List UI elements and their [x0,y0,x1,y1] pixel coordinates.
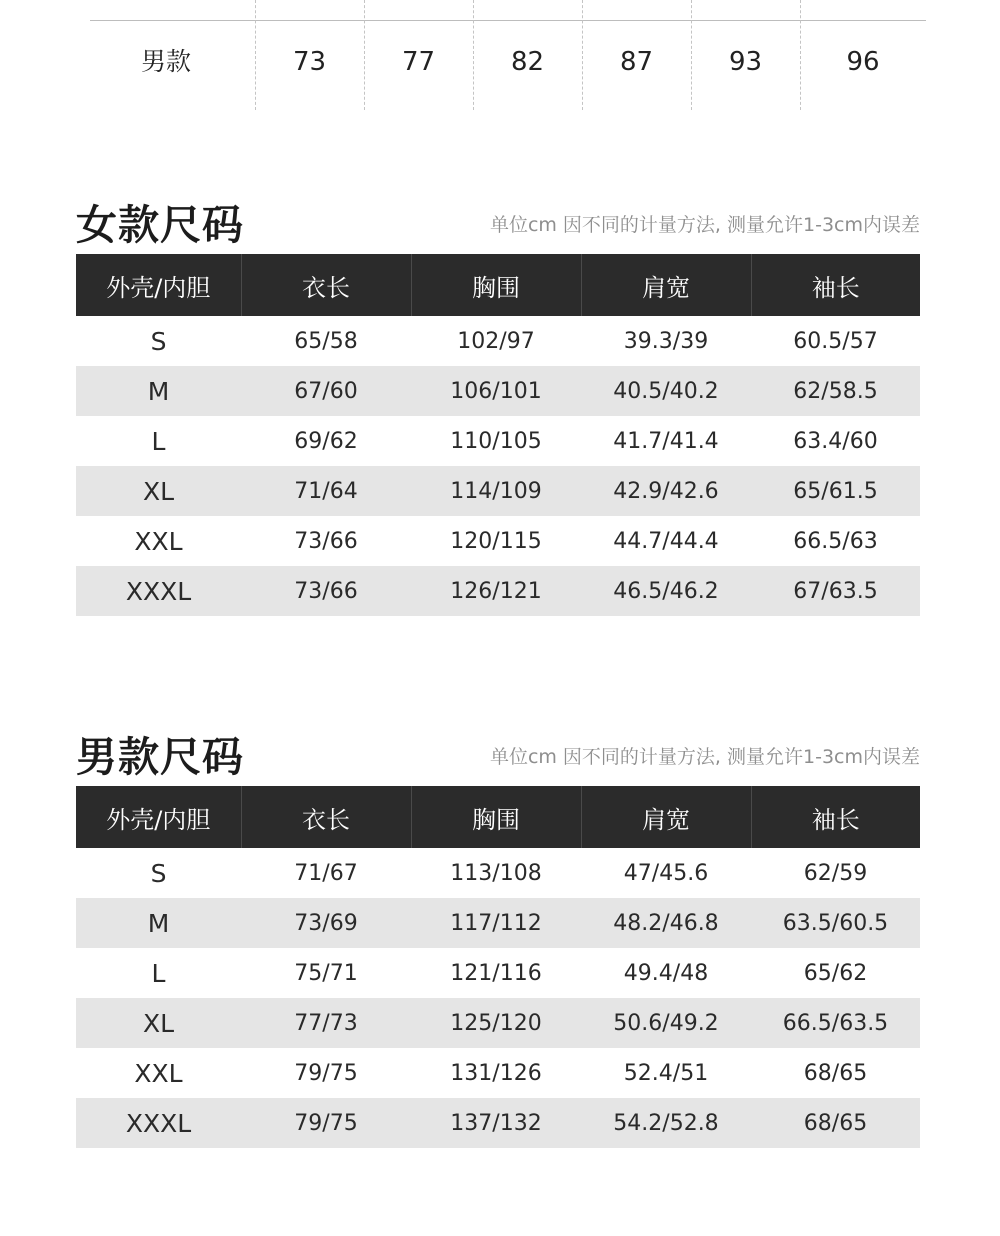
measurement-note: 单位cm 因不同的计量方法, 测量允许1-3cm内误差 [489,214,920,236]
table-cell: 113/108 [450,860,542,886]
table-cell: 117/112 [411,898,581,948]
table-cell: 39.3/39 [623,328,709,354]
table-cell: 79/75 [294,1060,358,1086]
table-header-row [76,254,920,316]
table-row [76,898,920,948]
header-cell-size: 外壳/内胆 [76,786,241,848]
women-size-section [76,192,920,622]
table-cell: 77/73 [241,998,411,1048]
table-cell: 63.5/60.5 [751,898,920,948]
table-cell: 93 [728,47,763,77]
table-cell: 71/67 [294,860,358,886]
table-cell: 82 [510,47,545,77]
table-cell: 65/58 [294,328,358,354]
size-cell: XXL [134,526,183,556]
table-header-row [76,786,920,848]
table-row [76,516,920,566]
table-cell: 71/64 [241,466,411,516]
women-size-table [76,254,920,616]
header-cell-length: 衣长 [241,254,411,316]
header-cell-chest: 胸围 [411,254,581,316]
table-cell: 68/65 [803,1060,868,1086]
table-cell: 69/62 [294,428,358,454]
table-row [76,466,920,516]
table-cell: 73/69 [241,898,411,948]
table-row [76,416,920,466]
table-cell: 65/62 [803,960,868,986]
men-size-section [76,724,920,1154]
table-cell: 67/63.5 [751,566,920,616]
size-cell: XXXL [76,1098,241,1148]
table-cell: 73 [292,47,327,77]
header-cell-length: 衣长 [241,786,411,848]
men-partial-size-table [90,0,926,110]
size-cell: M [76,898,241,948]
table-row [76,316,920,366]
size-cell: L [151,958,166,988]
table-cell: 106/101 [411,366,581,416]
table-cell: 52.4/51 [623,1060,709,1086]
size-cell: XXXL [76,566,241,616]
table-cell: 66.5/63 [793,528,878,554]
header-cell-sleeve: 袖长 [751,254,920,316]
size-cell: XL [76,998,241,1048]
table-cell: 126/121 [411,566,581,616]
measurement-note: 单位cm 因不同的计量方法, 测量允许1-3cm内误差 [489,746,920,768]
table-cell: 47/45.6 [623,860,709,886]
section-title: 女款尺码 [76,201,244,249]
table-cell: 73/66 [294,528,358,554]
table-row [76,998,920,1048]
table-cell: 62/58.5 [751,366,920,416]
table-cell: 96 [846,47,880,77]
header-cell-shoulder: 肩宽 [581,786,751,848]
size-cell: S [150,326,167,356]
men-size-table [76,786,920,1148]
table-cell: 120/115 [450,528,542,554]
table-row [76,1048,920,1098]
table-cell: 60.5/57 [793,328,878,354]
table-cell: 44.7/44.4 [613,528,719,554]
table-cell: 131/126 [450,1060,542,1086]
table-cell: 62/59 [803,860,868,886]
section-title: 男款尺码 [76,733,244,781]
table-cell: 121/116 [450,960,542,986]
table-cell: 41.7/41.4 [613,428,719,454]
table-cell: 137/132 [411,1098,581,1148]
table-cell: 63.4/60 [793,428,878,454]
table-cell: 49.4/48 [623,960,709,986]
table-cell: 66.5/63.5 [751,998,920,1048]
table-cell: 54.2/52.8 [581,1098,751,1148]
size-cell: L [151,426,166,456]
table-cell: 75/71 [294,960,358,986]
table-cell: 77 [401,47,436,77]
header-cell-size: 外壳/内胆 [76,254,241,316]
table-cell: 114/109 [411,466,581,516]
header-cell-sleeve: 袖长 [751,786,920,848]
table-cell: 73/66 [241,566,411,616]
size-cell: XL [76,466,241,516]
table-row [76,948,920,998]
table-row [76,366,920,416]
header-cell-shoulder: 肩宽 [581,254,751,316]
header-cell-chest: 胸围 [411,786,581,848]
table-cell: 65/61.5 [751,466,920,516]
size-cell: M [76,366,241,416]
table-cell: 102/97 [457,328,535,354]
table-cell: 79/75 [241,1098,411,1148]
table-cell: 87 [619,47,654,77]
table-cell: 67/60 [241,366,411,416]
table-row [76,566,920,616]
table-row [76,848,920,898]
table-cell: 40.5/40.2 [581,366,751,416]
table-cell: 68/65 [751,1098,920,1148]
table-cell: 42.9/42.6 [581,466,751,516]
table-cell: 48.2/46.8 [581,898,751,948]
row-label: 男款 [140,47,191,76]
table-cell: 46.5/46.2 [581,566,751,616]
table-cell: 110/105 [450,428,542,454]
table-row [76,1098,920,1148]
table-cell: 125/120 [411,998,581,1048]
size-cell: S [150,858,167,888]
table-cell: 50.6/49.2 [581,998,751,1048]
size-cell: XXL [134,1058,183,1088]
